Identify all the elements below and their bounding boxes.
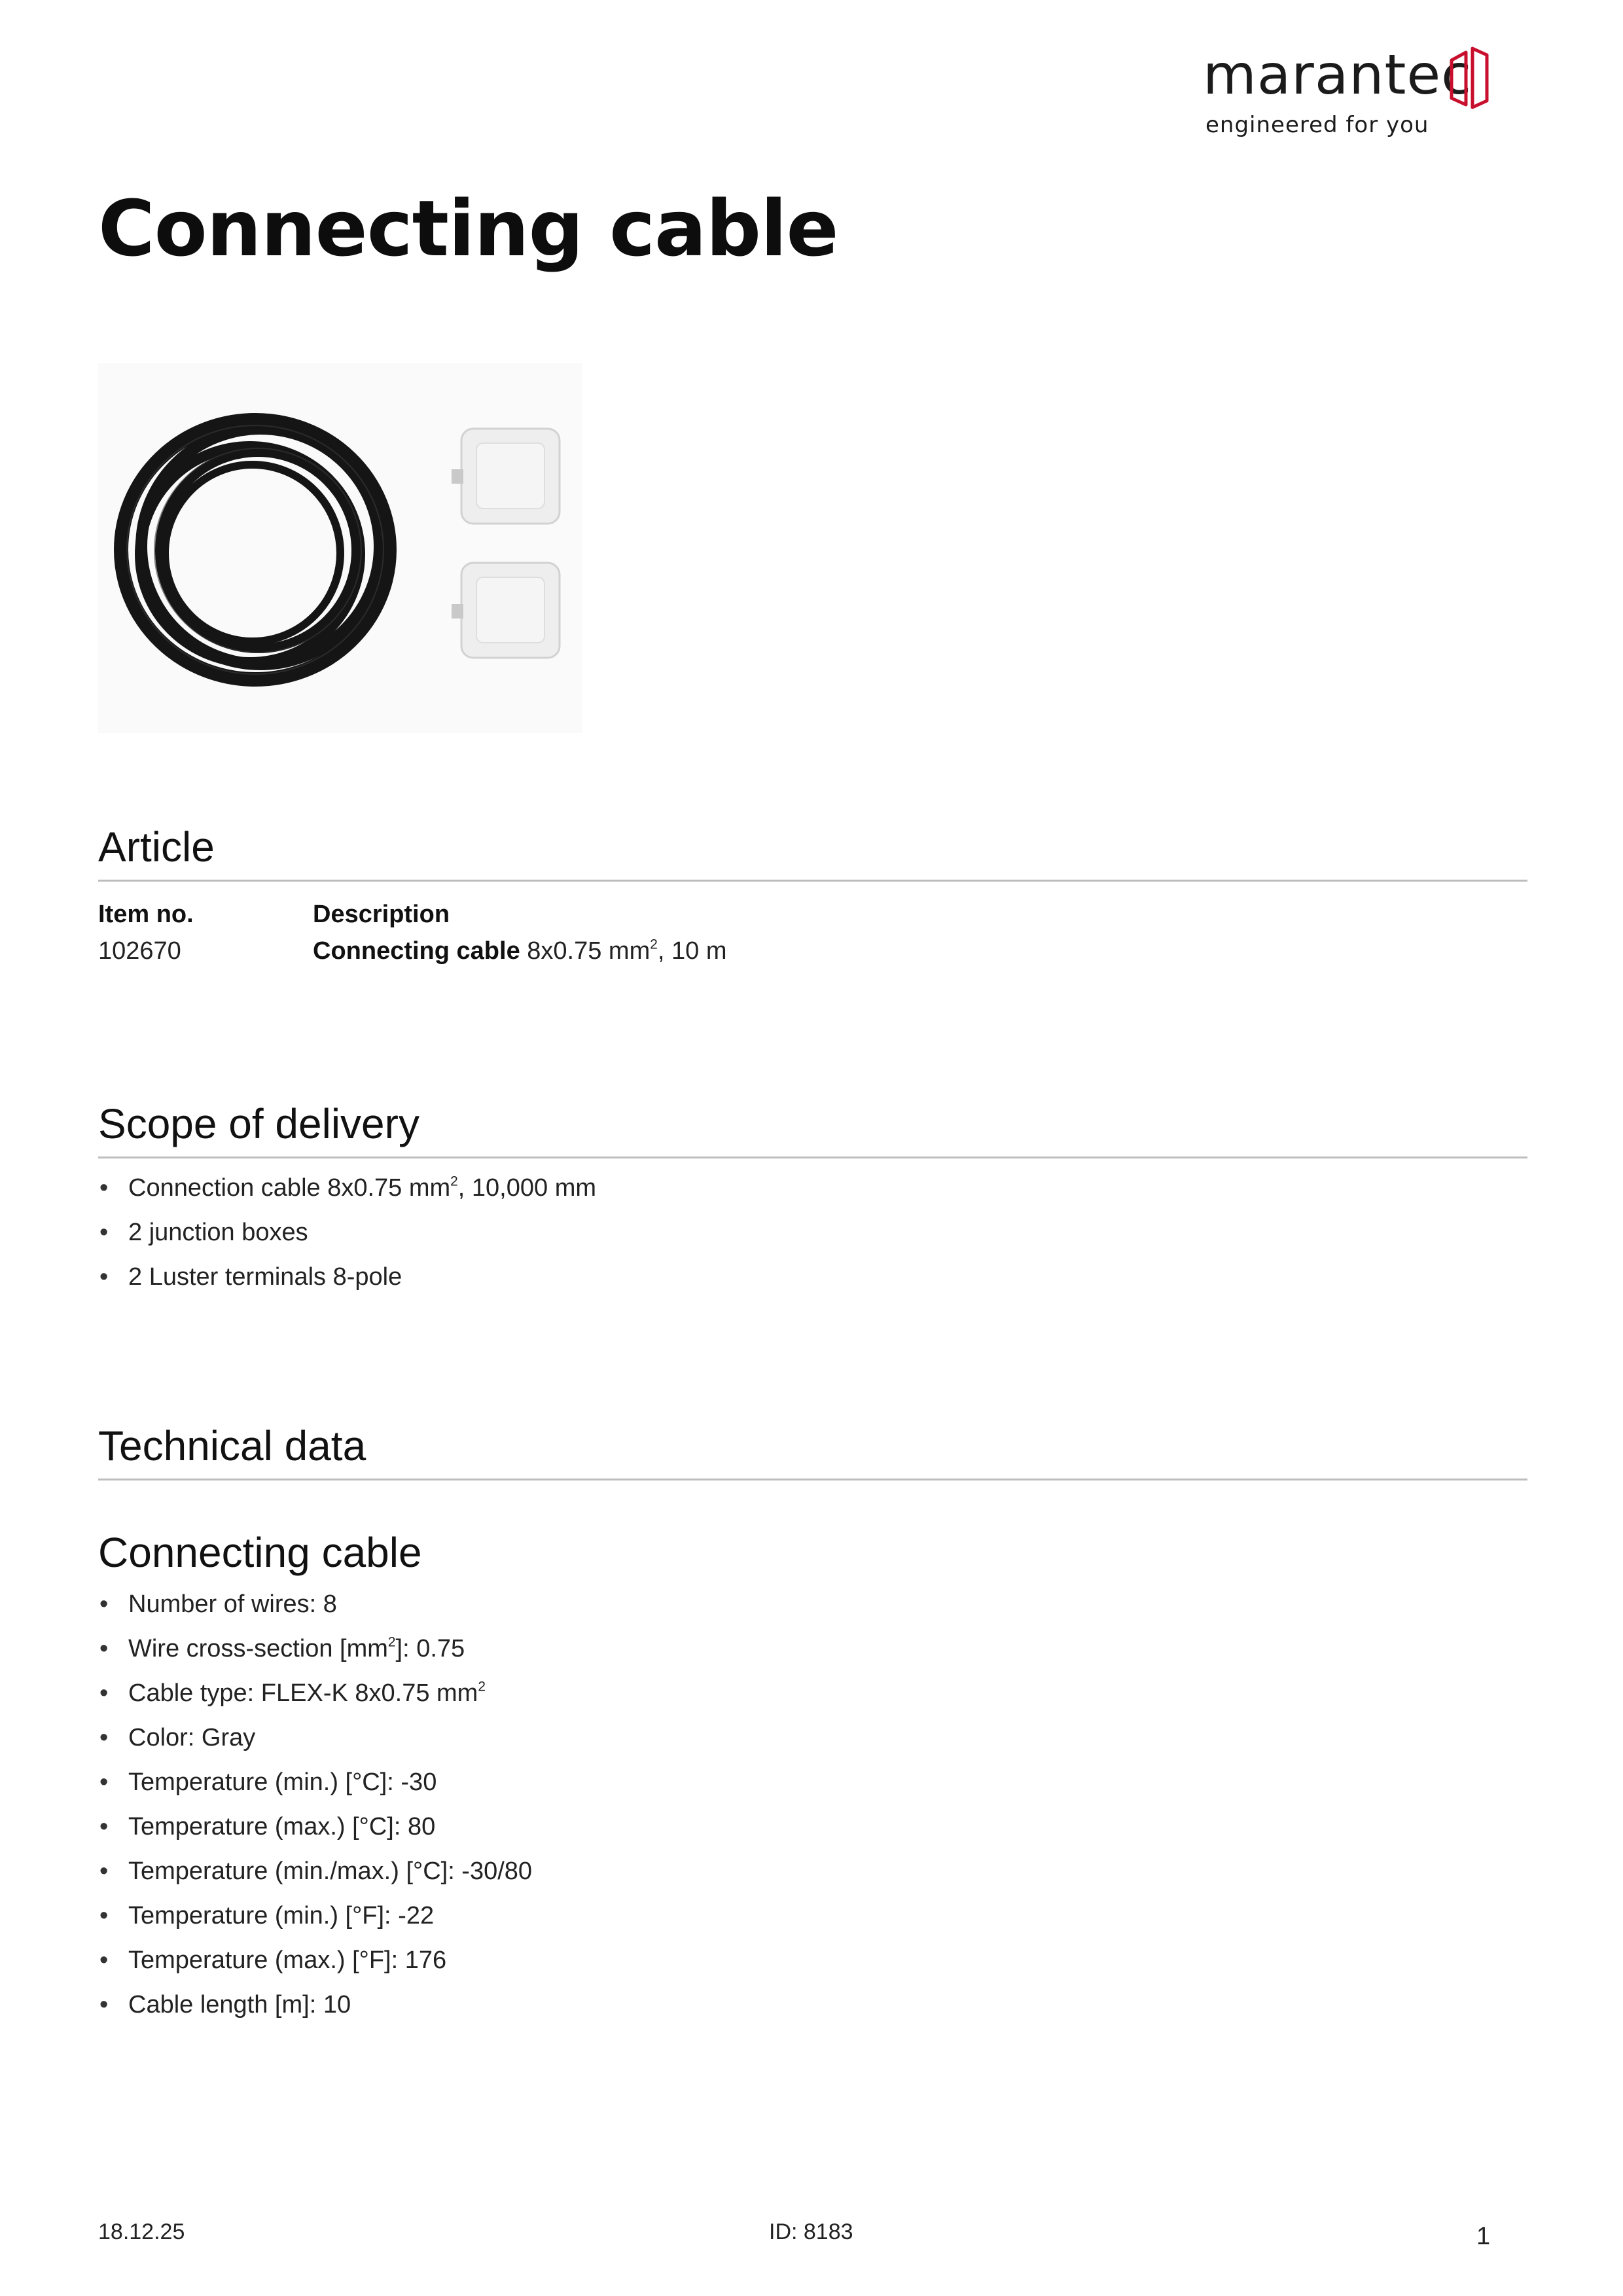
- marantec-logo: [1203, 41, 1504, 145]
- logo-wordmark: marantec: [1203, 43, 1472, 107]
- list-item: • Connection cable 8x0.75 $mm^2$, 10,000 mm: [98, 1175, 596, 1220]
- footer-date: 18.12.25: [98, 2219, 185, 2244]
- connecting-cable-subheading: Connecting cable: [98, 1529, 422, 1576]
- description-bold: Connecting cable: [313, 937, 520, 965]
- technical-list: [98, 1592, 532, 2037]
- description-length: , 10 m: [657, 937, 727, 965]
- technical-heading: Technical data: [98, 1422, 366, 1469]
- scope-list: [98, 1175, 596, 1309]
- list-item: • Temperature (min.) [°F]: -22: [98, 1903, 532, 1948]
- list-item: • Cable type: FLEX-K 8x0.75 $mm^2$: [98, 1681, 532, 1725]
- description-sup: 2: [650, 937, 658, 952]
- list-item: • Temperature (max.) [°F]: 176: [98, 1948, 532, 1992]
- article-heading: Article: [98, 823, 215, 870]
- page-number: 1: [1476, 2223, 1491, 2250]
- list-item: • Cable length [m]: 10: [98, 1992, 532, 2037]
- logo-door-icon: [1448, 45, 1500, 110]
- technical-divider: [98, 1479, 1527, 1480]
- description-header: Description: [313, 901, 450, 928]
- item-no-header: Item no.: [98, 901, 194, 928]
- article-divider: [98, 880, 1527, 882]
- list-item: • 2 Luster terminals 8-pole: [98, 1265, 596, 1309]
- logo-tagline: engineered for you: [1205, 112, 1429, 138]
- list-item: • Wire cross-section $[mm^2]$: 0.75: [98, 1636, 532, 1681]
- scope-heading: Scope of delivery: [98, 1100, 419, 1147]
- list-item: • Temperature (min.) [°C]: -30: [98, 1770, 532, 1814]
- footer-id: ID: 8183: [769, 2219, 853, 2244]
- product-image: [98, 363, 582, 733]
- description-value: [313, 939, 726, 963]
- page-title: Connecting cable: [98, 183, 838, 274]
- list-item: • Number of wires: 8: [98, 1592, 532, 1636]
- list-item: • Temperature (max.) [°C]: 80: [98, 1814, 532, 1859]
- list-item: • Color: Gray: [98, 1725, 532, 1770]
- item-no-value: 102670: [98, 937, 181, 965]
- list-item: • Temperature (min./max.) [°C]: -30/80: [98, 1859, 532, 1903]
- list-item: • 2 junction boxes: [98, 1220, 596, 1265]
- scope-divider: [98, 1157, 1527, 1158]
- description-spec: 8x0.75 mm: [520, 937, 651, 965]
